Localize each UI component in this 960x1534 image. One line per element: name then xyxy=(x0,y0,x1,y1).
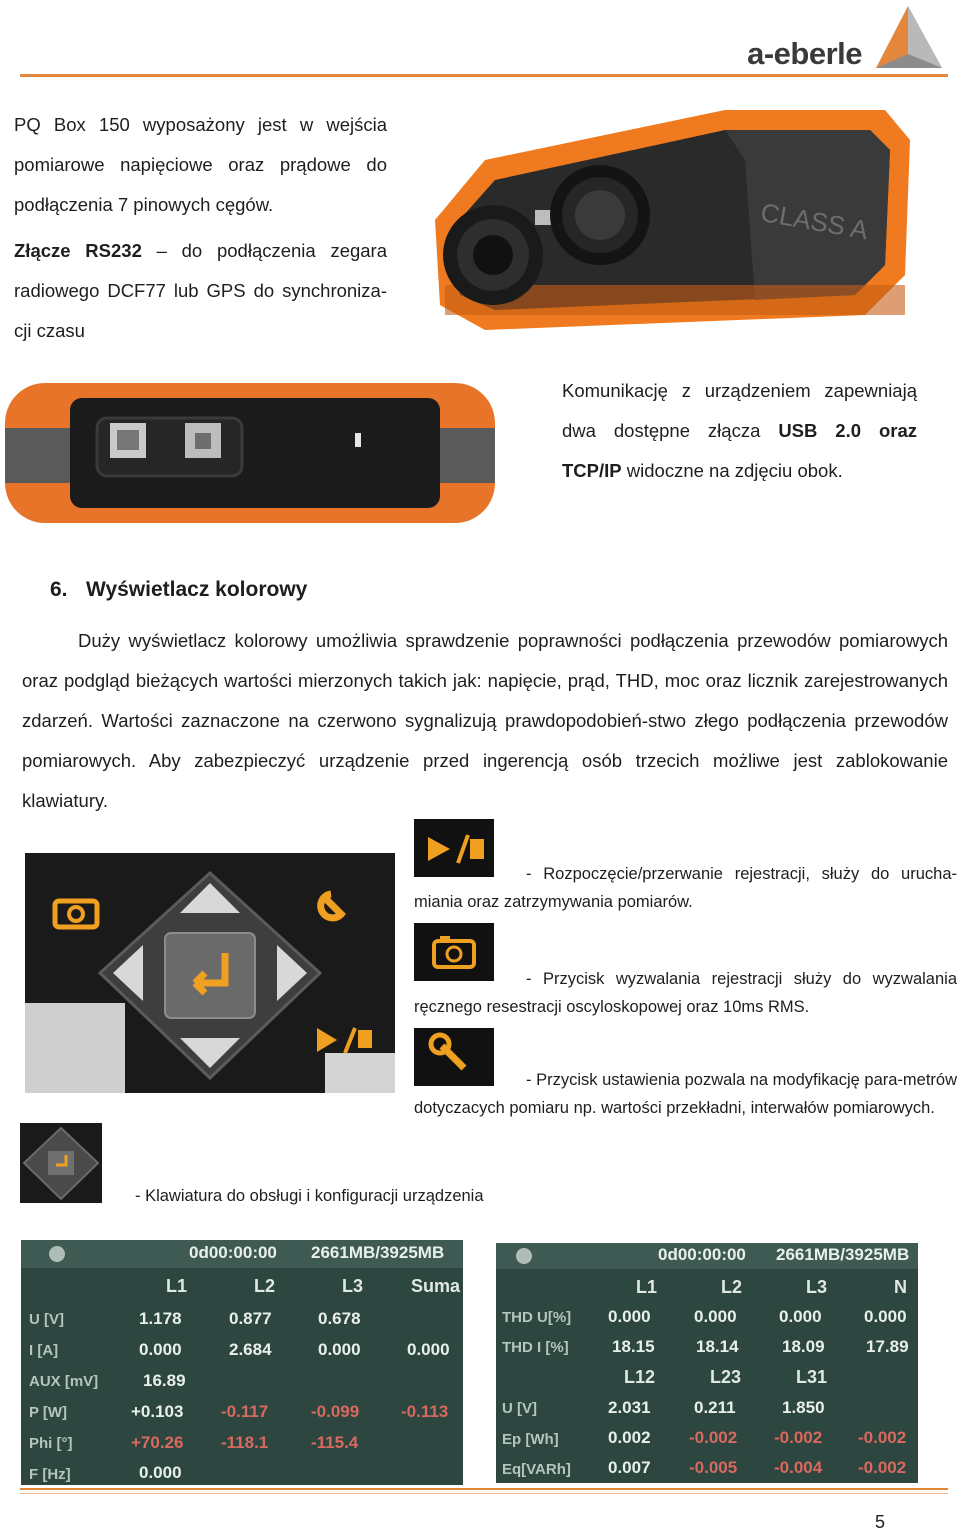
lcd1-row-label: I [A] xyxy=(29,1342,59,1359)
lcd1-value-red: -118.1 xyxy=(221,1433,269,1452)
lcd2-time: 0d00:00:00 xyxy=(658,1245,746,1264)
footer-rule xyxy=(20,1488,948,1490)
comm-usb-tcp: USB 2.0 oraz TCP/IP xyxy=(562,420,917,481)
page-number: 5 xyxy=(874,1512,885,1532)
intro-paragraph xyxy=(14,105,387,351)
keypad-photo xyxy=(25,853,395,1093)
lcd2-value: 0.000 xyxy=(694,1307,737,1326)
lcd-screen-1 xyxy=(21,1240,463,1485)
header-rule xyxy=(20,74,948,77)
lcd2-row-label: Ep [Wh] xyxy=(502,1431,559,1448)
lcd2-value-red: -0.005 xyxy=(689,1458,738,1477)
lcd2-col-l23: L23 xyxy=(710,1367,742,1387)
lcd1-row-label: P [W] xyxy=(29,1404,68,1421)
lcd1-value: 0.000 xyxy=(318,1340,361,1359)
lcd2-value: 18.14 xyxy=(696,1337,739,1356)
lcd2-row-label: THD I [%] xyxy=(502,1339,569,1356)
lcd1-value: 0.877 xyxy=(229,1309,272,1328)
lcd2-col-l3: L3 xyxy=(806,1277,828,1297)
lcd-screen-2 xyxy=(496,1243,918,1483)
lcd1-value: 0.000 xyxy=(407,1340,450,1359)
lcd2-value: 0.007 xyxy=(608,1458,651,1477)
lcd2-value: 1.850 xyxy=(782,1398,825,1417)
lcd2-value: 0.000 xyxy=(779,1307,822,1326)
lcd2-value: 0.211 xyxy=(694,1398,736,1417)
lcd1-value-red: -0.113 xyxy=(401,1402,449,1421)
lcd2-value-red: -0.002 xyxy=(858,1458,907,1477)
lcd2-col-n: N xyxy=(894,1277,907,1297)
lcd2-row-label: THD U[%] xyxy=(502,1309,572,1326)
lcd2-row-label: Eq[VARh] xyxy=(502,1461,571,1478)
lcd2-value-red: -0.004 xyxy=(774,1458,823,1477)
lcd2-row-label: U [V] xyxy=(502,1400,537,1417)
device-side-photo xyxy=(5,378,495,528)
lcd1-row-label: F [Hz] xyxy=(29,1466,71,1483)
lcd2-status-icon xyxy=(516,1248,532,1264)
play-pause-description: - Rozpoczęcie/przerwanie rejestracji, służy do urucha-miania oraz zatrzymywania pomiarów. xyxy=(414,865,957,911)
rs232-label: Złącze RS232 xyxy=(14,240,142,261)
lcd1-memory: 2661MB/3925MB xyxy=(311,1243,445,1262)
lcd1-col-l2: L2 xyxy=(254,1276,276,1296)
lcd2-col-l31: L31 xyxy=(796,1367,828,1387)
lcd2-value: 0.000 xyxy=(864,1307,907,1326)
keypad-caption: - Klawiatura do obsługi i konfiguracji urządzenia xyxy=(135,1187,484,1205)
lcd2-col-l1: L1 xyxy=(636,1277,658,1297)
lcd1-value: 1.178 xyxy=(139,1309,182,1328)
lcd2-value: 18.09 xyxy=(782,1337,825,1356)
lcd1-value: 0.678 xyxy=(318,1309,361,1328)
lcd1-time: 0d00:00:00 xyxy=(189,1243,277,1262)
a-eberle-logo-icon xyxy=(868,4,948,72)
lcd2-col-l12: L12 xyxy=(624,1367,656,1387)
lcd2-value: 0.000 xyxy=(608,1307,651,1326)
lcd1-col-sum: Suma xyxy=(411,1276,461,1296)
comm-text-2: widoczne na zdjęciu obok. xyxy=(621,460,843,481)
class-a-label: CLASS A xyxy=(758,196,871,246)
keypad-thumbnail xyxy=(20,1123,102,1203)
section-title: Wyświetlacz kolorowy xyxy=(86,578,308,601)
lcd1-row-label: Phi [°] xyxy=(29,1435,73,1452)
footer-rule-thin xyxy=(20,1493,948,1494)
lcd1-col-l3: L3 xyxy=(342,1276,364,1296)
lcd1-value: 16.89 xyxy=(143,1371,186,1390)
lcd1-row-label: AUX [mV] xyxy=(29,1373,99,1390)
device-top-photo xyxy=(425,100,915,335)
lcd2-value: 0.002 xyxy=(608,1428,651,1447)
section-number: 6. xyxy=(50,578,68,601)
lcd1-status-icon xyxy=(49,1246,65,1262)
display-description: Duży wyświetlacz kolorowy umożliwia sprawdzenie poprawności podłączenia przewodów pomiarowych oraz podgląd bieżących wartości mierzonych takich jak: napięcie, prąd, THD, moc oraz licznik zarejestrowanych zdarzeń. Wartości zaznaczone na czerwono sygnalizują prawdopodobień-stwo złego podłączenia przewodów pomiarowych. Aby zabezpieczyć urządzenie przed ingerencją osób trzecich możliwe jest zablokowanie klawiatury. xyxy=(22,630,948,811)
lcd1-value-red: -0.117 xyxy=(221,1402,269,1421)
lcd2-value-red: -0.002 xyxy=(689,1428,738,1447)
comm-text-1: Komunikację z urządzeniem zapewniają dwa dostępne złącza xyxy=(562,380,917,441)
lcd2-memory: 2661MB/3925MB xyxy=(776,1245,910,1264)
lcd1-row-label: U [V] xyxy=(29,1311,64,1328)
lcd2-col-l2: L2 xyxy=(721,1277,743,1297)
lcd2-value-red: -0.002 xyxy=(774,1428,823,1447)
wrench-description: - Przycisk ustawienia pozwala na modyfikację para-metrów dotyczacych pomiaru np. wartości przekładni, interwałów pomiarowych. xyxy=(414,1071,957,1117)
lcd2-value: 2.031 xyxy=(608,1398,651,1417)
camera-description: - Przycisk wyzwalania rejestracji służy do wyzwalania ręcznego resestracji oscyloskopowej oraz 10ms RMS. xyxy=(414,970,957,1016)
lcd1-value: 2.684 xyxy=(229,1340,272,1359)
lcd2-value-red: -0.002 xyxy=(858,1428,907,1447)
lcd2-value: 18.15 xyxy=(612,1337,655,1356)
lcd2-value: 17.89 xyxy=(866,1337,909,1356)
lcd1-value: 0.000 xyxy=(139,1463,182,1482)
lcd1-col-l1: L1 xyxy=(166,1276,188,1296)
lcd1-value-red: -115.4 xyxy=(311,1433,359,1452)
lcd1-value: 0.000 xyxy=(139,1340,182,1359)
communication-paragraph xyxy=(562,371,917,491)
rs232-desc: – do podłączenia zegara radiowego DCF77 lub GPS do synchroniza-cji czasu xyxy=(14,240,388,341)
brand-logo-text: a-eberle xyxy=(747,36,862,71)
lcd1-value-red: -0.099 xyxy=(311,1402,360,1421)
lcd1-value: +0.103 xyxy=(131,1402,184,1421)
intro-rs232-text xyxy=(14,231,387,351)
intro-inputs-text: PQ Box 150 wyposażony jest w wejścia pomiarowe napięciowe oraz prądowe do podłączenia 7 pinowych cęgów. xyxy=(14,114,387,215)
lcd1-value-red: +70.26 xyxy=(131,1433,184,1452)
